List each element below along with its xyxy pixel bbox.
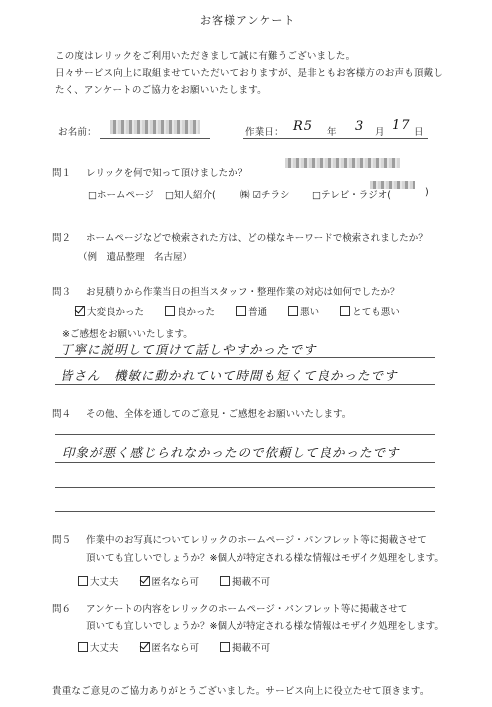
answer-line — [55, 462, 435, 463]
q4-text: その他、全体を通してのご意見・ご感想をお願いいたします。 — [86, 409, 352, 420]
q3-text: お見積りから作業当日の担当スタッフ・整理作業の対応は如何でしたか？ — [86, 287, 400, 298]
q6-options — [78, 640, 288, 654]
q3-option-normal[interactable]: 普通 — [236, 307, 267, 318]
q3-comment-prompt: ※ご感想をお願いいたします。 — [62, 329, 193, 340]
q4-answer[interactable]: 印象が悪く感じられなかったので依頼して良かったです — [62, 445, 400, 460]
q1-option-tv-radio[interactable]: □テレビ・ラジオ( — [312, 190, 391, 201]
q3-option-good[interactable]: 良かった — [165, 307, 215, 318]
q1-option-homepage[interactable]: □ホームページ — [88, 190, 154, 201]
checkbox[interactable] — [288, 306, 298, 316]
q1-label: 問１ — [52, 168, 72, 179]
q3-option-very-good[interactable]: 大変良かった — [75, 307, 144, 318]
q3-answer-line-1[interactable]: 丁寧に説明して頂けて話しやすかったです — [60, 342, 317, 357]
checkbox[interactable] — [78, 576, 88, 586]
q4-label: 問４ — [52, 409, 72, 420]
q5-option-no[interactable]: 掲載不可 — [220, 577, 270, 588]
q6-option-no[interactable]: 掲載不可 — [220, 643, 270, 654]
q6-option-ok[interactable]: 大丈夫 — [78, 643, 119, 654]
checkbox[interactable] — [165, 306, 175, 316]
q2-label: 問２ — [52, 233, 72, 244]
name-redacted — [110, 120, 200, 134]
answer-line — [55, 357, 435, 358]
checkbox[interactable] — [220, 642, 230, 652]
q1-paren-close: ) — [425, 187, 429, 198]
company-redacted — [285, 158, 400, 168]
q3-answer-line-2[interactable]: 皆さん 機敏に動かれていて時間も短くて良かったです — [60, 368, 398, 383]
q5-option-anonymous[interactable]: 匿名なら可 — [140, 577, 200, 588]
date-label: 作業日： — [245, 127, 284, 138]
q2-text: ホームページなどで検索された方は、どの様なキーワードで検索されましたか？ — [86, 233, 428, 244]
year-unit: 年 — [327, 127, 337, 138]
intro-line-2: 日々サービス向上に取組ませていただいておりますが、是非ともお客様方のお声も頂戴し — [55, 68, 444, 79]
q5-label: 問５ — [52, 535, 72, 546]
date-month[interactable]: 3 — [355, 119, 365, 134]
q5-text-line-1: 作業中のお写真についてレリックのホームページ・パンフレット等に掲載させて — [86, 535, 427, 546]
month-unit: 月 — [375, 127, 385, 138]
intro-line-1: この度はレリックをご利用いただきまして誠に有難うございました。 — [55, 51, 356, 62]
q3-options — [75, 304, 418, 318]
q5-option-ok[interactable]: 大丈夫 — [78, 577, 119, 588]
answer-line — [55, 384, 435, 385]
checkbox-checked[interactable] — [140, 642, 150, 652]
checkbox[interactable] — [220, 576, 230, 586]
q6-label: 問６ — [52, 604, 72, 615]
answer-line — [55, 487, 435, 488]
day-unit: 日 — [414, 127, 424, 138]
q3-option-bad[interactable]: 悪い — [288, 307, 319, 318]
name-label: お名前： — [58, 127, 97, 138]
date-era[interactable]: R5 — [293, 119, 314, 134]
q3-option-very-bad[interactable]: とても悪い — [340, 307, 400, 318]
date-underline — [243, 138, 428, 139]
intro-line-3: たく、アンケートのご協力をお願いいたします。 — [55, 85, 267, 96]
checkbox-checked[interactable] — [140, 576, 150, 586]
checkbox[interactable] — [236, 306, 246, 316]
q3-label: 問３ — [52, 287, 72, 298]
q1-option-referral[interactable]: □知人紹介( — [165, 190, 216, 201]
tv-redacted — [370, 181, 415, 189]
date-day[interactable]: 17 — [392, 118, 411, 133]
q6-text-line-2: 頂いても宜しいでしょうか？※個人が特定される様な情報はモザイク処理をします。 — [86, 621, 444, 632]
q1-option-flyer[interactable]: ㈱ ☑チラシ — [240, 190, 290, 201]
q6-option-anonymous[interactable]: 匿名なら可 — [140, 643, 200, 654]
q1-text: レリックを何で知って頂けましたか？ — [86, 168, 248, 179]
checkbox[interactable] — [78, 642, 88, 652]
page-title: お客様アンケート — [200, 14, 296, 27]
checkbox-checked[interactable] — [75, 306, 85, 316]
footer-text: 貴重なご意見のご協力ありがとうございました。サービス向上に役立たせて頂きます。 — [52, 686, 430, 697]
q6-text-line-1: アンケートの内容をレリックのホームページ・パンフレット等に掲載させて — [86, 604, 408, 615]
q5-text-line-2: 頂いても宜しいでしょうか？※個人が特定される様な情報はモザイク処理をします。 — [86, 553, 444, 564]
q5-options — [78, 574, 288, 588]
answer-line — [55, 434, 435, 435]
answer-line — [55, 511, 435, 512]
name-underline — [100, 138, 210, 139]
q2-example: （例 遺品整理 名古屋） — [78, 252, 193, 263]
checkbox[interactable] — [340, 306, 350, 316]
